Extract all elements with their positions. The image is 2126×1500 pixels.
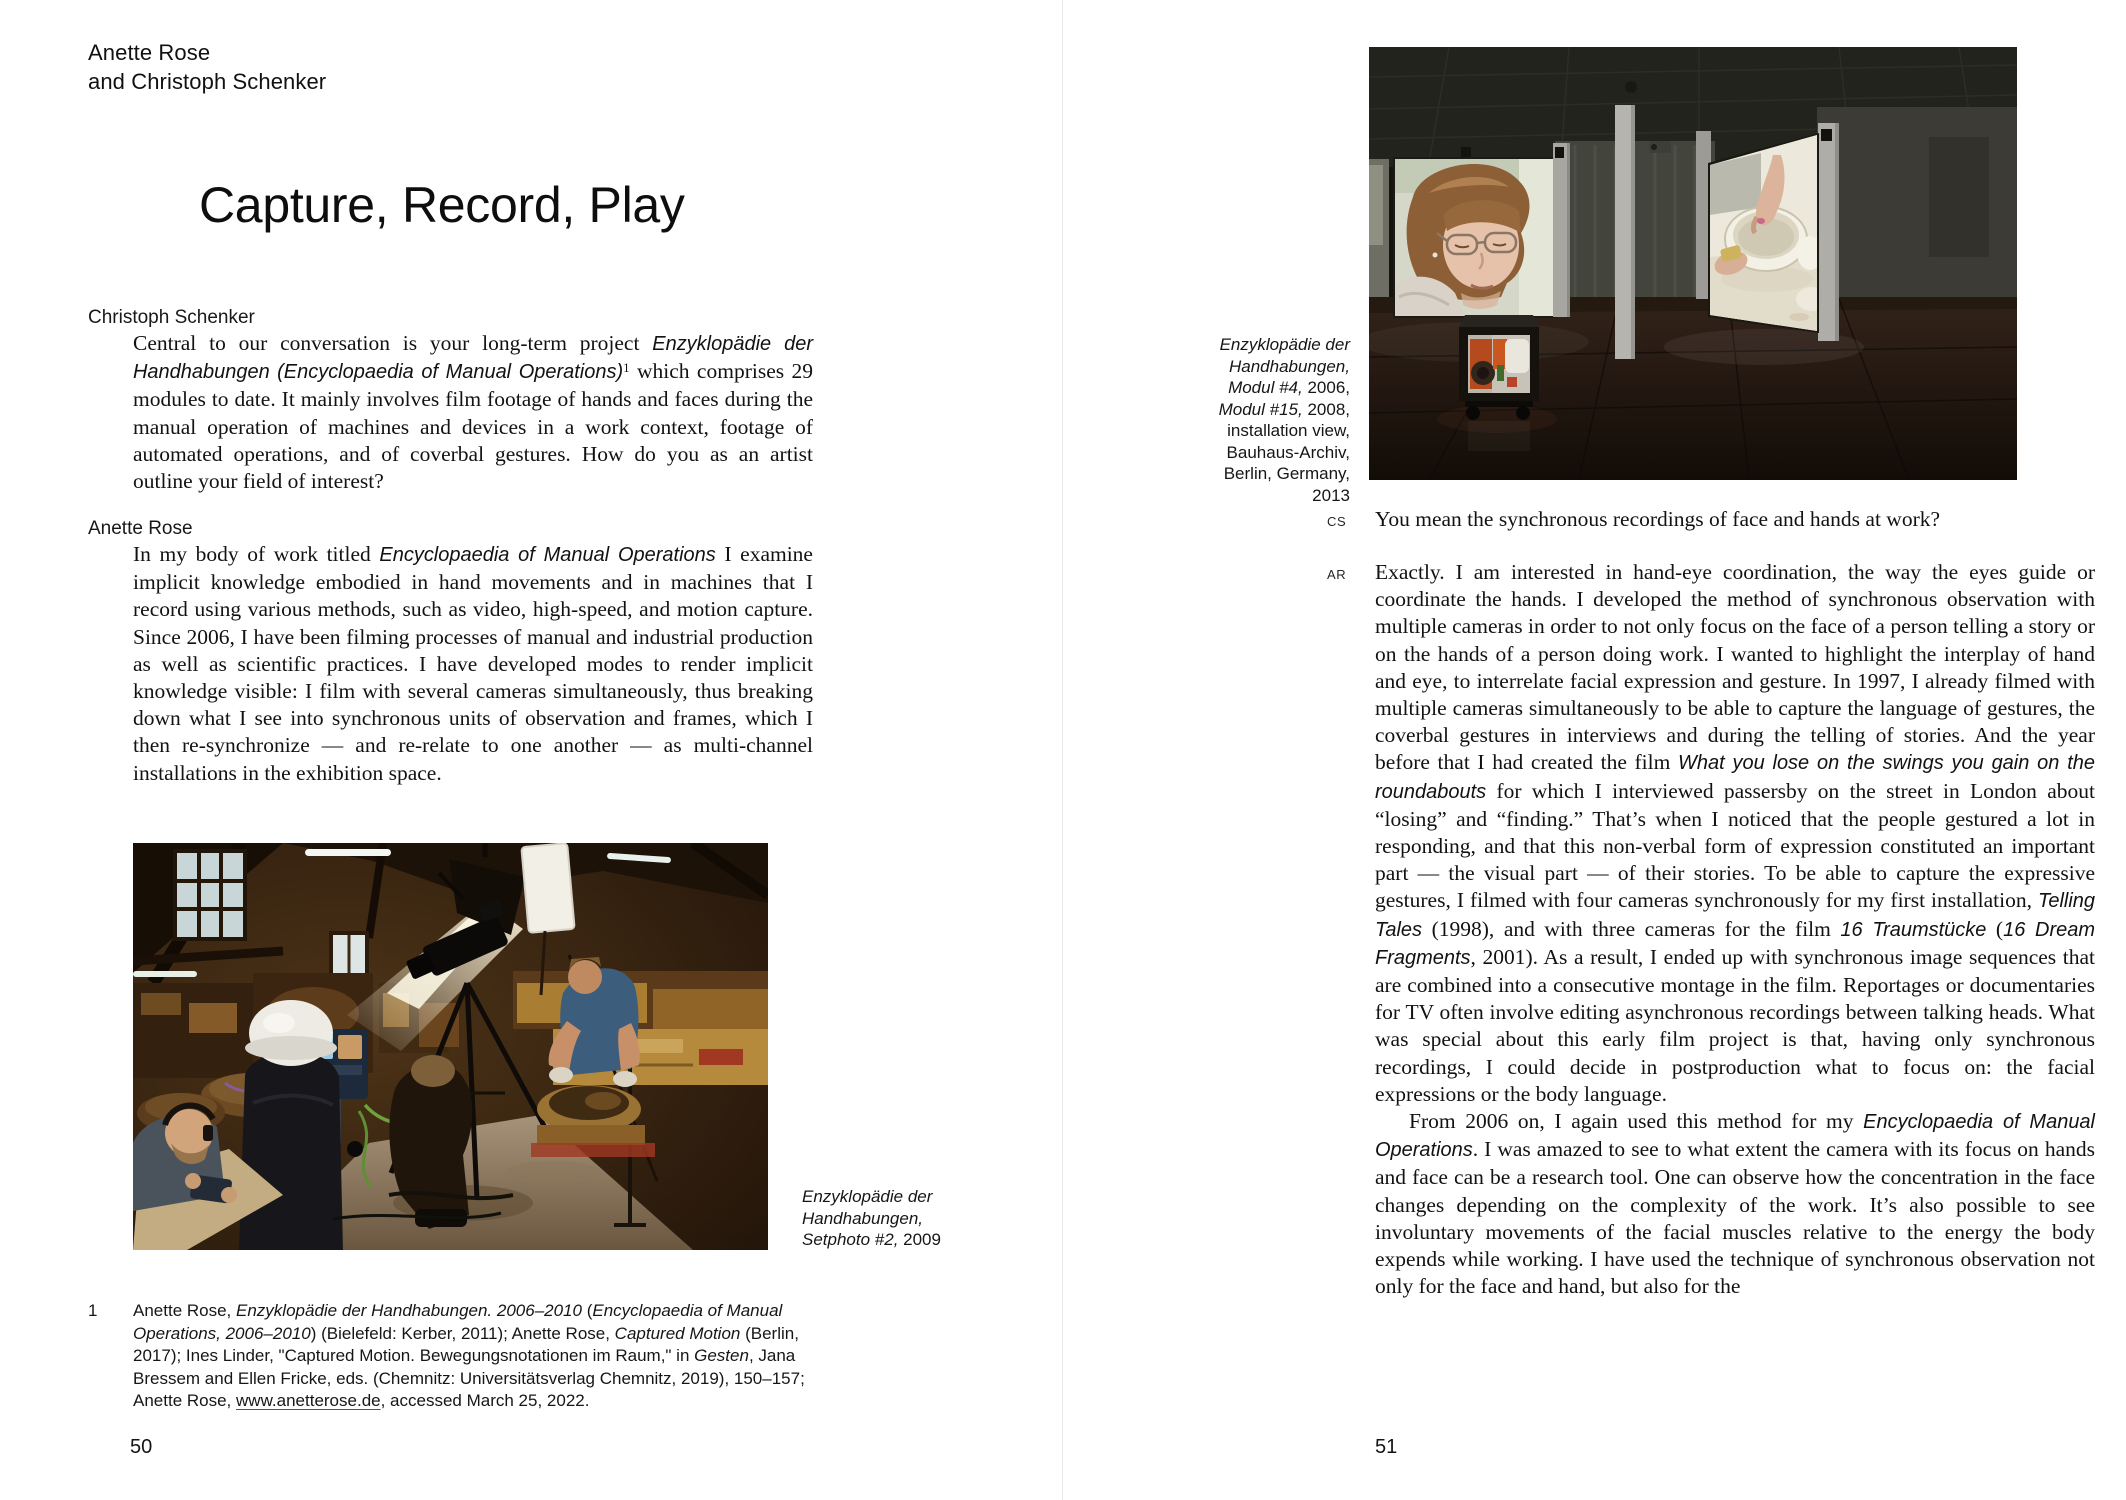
dialog-paragraph-ar-1 xyxy=(1375,559,2095,1108)
text-run xyxy=(270,359,277,383)
speaker-label-ar-mini: AR xyxy=(1327,567,1347,582)
text-run: Telling Tales xyxy=(1375,890,2095,941)
text-run: Setphoto #2, xyxy=(802,1230,899,1249)
text-run: Gesten xyxy=(694,1346,749,1366)
text-run: Enzyklopädie der xyxy=(1219,335,1350,354)
text-run: Central to our conversation is your long-term project xyxy=(133,331,653,355)
text-run: Handhabungen, xyxy=(802,1208,924,1228)
text-run: 2008, xyxy=(1302,399,1350,419)
page-number-left: 50 xyxy=(130,1436,153,1458)
text-run: (Encyclopaedia of Manual Operations) xyxy=(277,361,624,384)
text-run: 2013 xyxy=(1312,485,1350,505)
setphoto-image xyxy=(133,843,768,1250)
setphoto-figure xyxy=(133,843,768,1250)
text-run: In my body of work titled xyxy=(133,542,380,566)
dialog-paragraph-ar xyxy=(133,541,813,787)
text-run: Modul #4, xyxy=(1228,378,1303,397)
text-run: Encyclopaedia of Manual Operations xyxy=(379,544,716,566)
text-run: , 2001). As a result, I ended up with synchronous image sequences that are combined into a consecutive montage in the film. Reportages or documentaries for TV often involve editing asynchronous recordings between talking heads. What was special about this early film project is that, having only synchronous recordings, I could decide in postproduction what to focus on: the facial expressions or the body language. xyxy=(1375,944,2095,1106)
text-run: (Berlin, 2017); Ines Linder, "Captured Motion. Bewegungsnotationen im Raum," in xyxy=(133,1323,799,1366)
article-title: Capture, Record, Play xyxy=(199,177,685,233)
text-run: 1 xyxy=(623,361,630,376)
speaker-label-cs: Christoph Schenker xyxy=(88,307,255,328)
text-run: ( xyxy=(1986,916,2004,941)
text-run: I examine implicit knowledge embodied in hand movements and in machines that I record using various methods, such as video, high-speed, and motion capture. Since 2006, I have been filming processes of manual and industrial production as well as scientific practices. I have developed modes to render implicit knowledge visible: I film with several cameras simultaneously, thus breaking down what I see into synchronous units of observation and frames, which I then re-synchronize — and re-relate to one another — as multi-channel installations in the exhibition space. xyxy=(133,542,813,785)
installation-photo xyxy=(1369,47,2017,480)
text-run: Bauhaus-Archiv, xyxy=(1226,442,1350,462)
text-run: Encyclopaedia of Manual Operations xyxy=(1375,1111,2095,1162)
text-run: What you lose on the swings you gain on the roundabouts xyxy=(1375,752,2096,803)
text-run: installation view, xyxy=(1227,421,1350,440)
page-number-right: 51 xyxy=(1375,1436,1398,1458)
text-run: Berlin, Germany, xyxy=(1223,464,1350,483)
dialog-ar-block xyxy=(1375,559,2095,1300)
text-run: Modul #15, xyxy=(1218,399,1303,419)
author-line-1: Anette Rose xyxy=(88,40,211,65)
installation-figure xyxy=(1369,47,2017,480)
dialog-paragraph-ar-2 xyxy=(1375,1108,2095,1300)
text-run: You mean the synchronous recordings of face and hands at work? xyxy=(1375,507,1941,531)
text-run: 2006, xyxy=(1302,378,1350,397)
text-run: ( xyxy=(581,1301,593,1320)
crt-monitor xyxy=(1459,315,1539,451)
left-projection-screen xyxy=(1393,157,1557,318)
text-run: which comprises 29 modules to date. It mainly involves film footage of hands and faces during the manual operation of machines and devices in a work context, footage of automated operations, and of coverbal gestures. How do you as an artist outline your field of interest? xyxy=(133,359,814,494)
setphoto-caption xyxy=(802,1186,992,1251)
text-run: Encyclopaedia of Manual Operations, 2006–2010 xyxy=(133,1301,783,1343)
text-run: Handhabungen, xyxy=(1228,356,1350,376)
page-gutter xyxy=(1062,0,1063,1500)
footnote-number: 1 xyxy=(88,1301,98,1320)
text-run: 16 Traumstücke xyxy=(1840,918,1987,941)
footnote-link[interactable]: www.anetterose.de xyxy=(236,1391,381,1411)
text-run: , Jana Bressem and Ellen Fricke, eds. (Chemnitz: Universitätsverlag Chemnitz, 2019), 150–157; Anette Rose, xyxy=(133,1346,805,1411)
dialog-paragraph-cs xyxy=(133,330,813,495)
authors xyxy=(88,38,326,96)
text-run: . I was amazed to see to what extent the camera with its focus on hands and face can be a research tool. One can observe how the concentration in the face changes depending on the complexity of the work. It’s also possible to see involuntary movements of the facial muscles relative to the energy the body expends while working. I have used the technique of synchronous observation not only for the face and hand, but also for the xyxy=(1375,1137,2095,1299)
text-run: ) (Bielefeld: Kerber, 2011); Anette Rose, xyxy=(310,1323,615,1343)
text-run: Enzyklopädie der Handhabungen. 2006–2010 xyxy=(236,1301,582,1320)
text-run: 2009 xyxy=(898,1230,941,1249)
text-run: for which I interviewed passersby on the street in London about “losing” and “finding.” That’s when I noticed that the people gestured a lot in responding, and that this non-verbal form of expression constituted an important part — the visual part — of their stories. To be able to capture the expressive gestures, I filmed with four cameras synchronously for my first installation, xyxy=(1375,778,2095,913)
text-run: Enzyklopädie der xyxy=(802,1187,933,1206)
text-run: From 2006 on, I again used this method for my xyxy=(1409,1109,1864,1134)
speaker-label-ar: Anette Rose xyxy=(88,518,193,539)
text-run: Exactly. I am interested in hand-eye coordination, the way the eyes guide or coordinate the hands. I developed the method of synchronous observation with multiple cameras in order to not only focus on the face of a person telling a story or on the hands of a person doing work. I wanted to highlight the interplay of hand and eye, to interrelate facial expression and gesture. In 1997, I already filmed with multiple cameras simultaneously to be able to capture the language of gestures, the coverbal gestures in interviews and during the telling of stories. And the year before that I had created the film xyxy=(1375,560,2095,775)
installation-caption xyxy=(1120,334,1350,506)
dialog-paragraph-cs-right xyxy=(1375,506,2095,533)
text-run: (1998), and with three cameras for the film xyxy=(1422,916,1841,941)
right-projection-screen xyxy=(1708,133,1828,333)
text-run: Captured Motion xyxy=(614,1323,741,1343)
text-run: , accessed March 25, 2022. xyxy=(380,1391,590,1411)
text-run: Enzyklopädie der Handhabungen xyxy=(133,333,813,384)
text-run: Anette Rose, xyxy=(133,1301,237,1320)
footnote-text xyxy=(133,1300,833,1413)
text-run: 16 Dream Fragments xyxy=(1375,918,2096,969)
author-line-2: and Christoph Schenker xyxy=(88,69,327,94)
speaker-label-cs-mini: CS xyxy=(1327,514,1347,529)
